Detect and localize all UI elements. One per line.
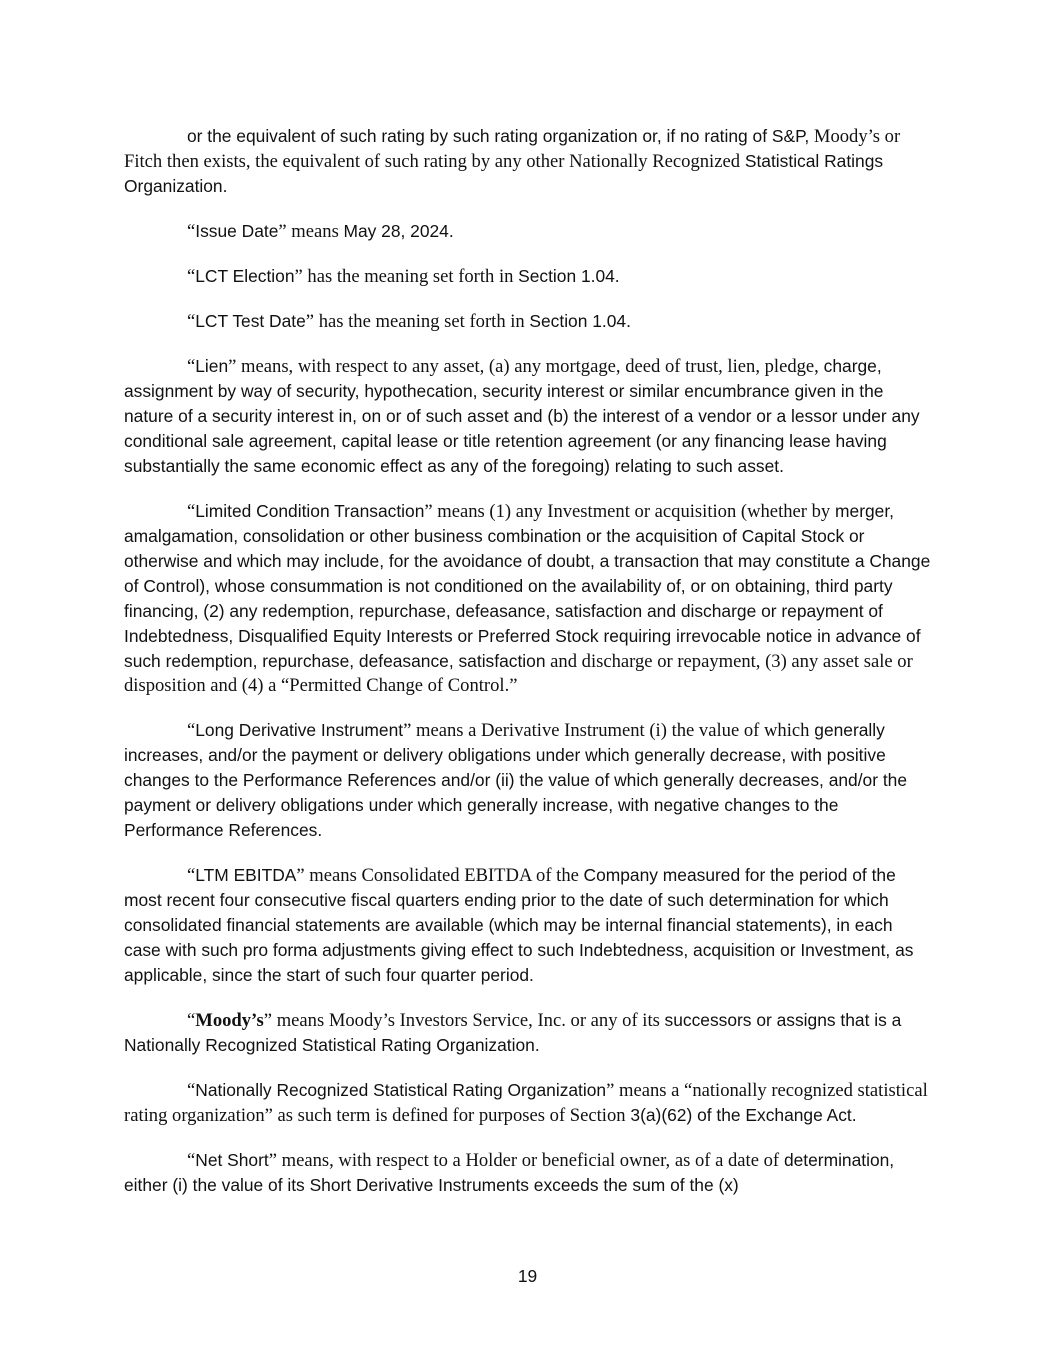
paragraph-text: “: [187, 1150, 196, 1171]
paragraph-text: “: [187, 266, 196, 287]
defined-term: Lien: [195, 356, 229, 376]
paragraph-text: Company measured for the period of the most recent four consecutive fiscal quarters ending prior to the date of such determination for which consolidated financial statements are available (which may be internal financial statements), in each case with such pro forma adjustments giving effect to such Indebtedness, acquisition or Investment, as applicable, since the start of such four quarter period.: [124, 865, 914, 985]
paragraph-text: Statistical Ratings Organization.: [124, 151, 884, 196]
paragraph-text: generally increases, and/or the payment or delivery obligations under which generally decrease, with positive changes to the Performance References and/or (ii) the value of which generally decreases, and/or the payment or delivery obligations under which generally increase, with negative changes to the Performance References.: [124, 720, 908, 840]
defined-term: LTM EBITDA: [195, 865, 297, 885]
defined-term: Limited Condition Transaction: [195, 501, 425, 521]
paragraph-text: “: [187, 501, 196, 522]
defined-term: Long Derivative Instrument: [195, 720, 404, 740]
document-body: [124, 124, 934, 1218]
paragraph-text: ” has the meaning set forth in: [294, 266, 519, 287]
paragraph-text: merger, amalgamation, consolidation or other business combination or the acquisition of Capital Stock or otherwise and which may include, for the avoidance of doubt, a transaction that may constitute a Change of Control), whose consummation is not conditioned on the availability of, or on obtaining, third party financing, (2) any redemption, repurchase, defeasance, satisfaction and discharge or repayment of Indebtedness, Disqualified Equity Interests or Preferred Stock requiring irrevocable notice in advance of such redemption, repurchase, defeasance, satisfaction: [124, 501, 931, 671]
definition-limited-condition-transaction: [124, 499, 934, 698]
definition-issue-date: [124, 219, 934, 244]
definition-lct-election: [124, 264, 934, 289]
paragraph-text: Section 1.04.: [518, 266, 620, 286]
paragraph-text: ” means, with respect to a Holder or beneficial owner, as of a date of: [268, 1150, 780, 1171]
definition-lien: [124, 354, 934, 479]
defined-term: LCT Election: [195, 266, 295, 286]
definition-ltm-ebitda: [124, 863, 934, 988]
defined-term: Moody’s: [195, 1010, 264, 1031]
paragraph-text: successors or assigns that is a Nationally Recognized Statistical Rating Organization.: [124, 1010, 902, 1055]
paragraph-text: ” means a Derivative Instrument (i) the value of which: [403, 720, 810, 741]
page-number: 19: [517, 1266, 538, 1286]
paragraph-text: Section 1.04.: [529, 311, 631, 331]
paragraph-text: ” has the meaning set forth in: [305, 311, 530, 332]
definition-rating-continuation: [124, 124, 934, 199]
paragraph-text: Moody’s or Fitch then exists, the equivalent of such rating by any other Nationally Recognized: [124, 126, 901, 172]
paragraph-text: “: [187, 356, 196, 377]
paragraph-text: charge, assignment by way of security, hypothecation, security interest or similar encumbrance given in the nature of a security interest in, on or of such asset and (b) the interest of a vendor or a lessor under any conditional sale agreement, capital lease or title retention agreement (or any financing lease having substantially the same economic effect as any of the foregoing) relating to such asset.: [124, 356, 920, 476]
paragraph-text: May 28, 2024.: [343, 221, 454, 241]
definition-nrsro: [124, 1078, 934, 1128]
paragraph-text: ” means, with respect to any asset, (a) any mortgage, deed of trust, lien, pledge,: [228, 356, 819, 377]
paragraph-text: “: [187, 221, 196, 242]
paragraph-text: and discharge or repayment, (3) any asset sale or disposition and (4) a “Permitted Change of Control.”: [124, 651, 913, 696]
definition-moodys: [124, 1008, 934, 1058]
defined-term: Nationally Recognized Statistical Rating Organization: [195, 1080, 607, 1100]
defined-term: Issue Date: [195, 221, 279, 241]
paragraph-text: “: [187, 865, 196, 886]
definition-net-short: [124, 1148, 934, 1198]
paragraph-text: determination, either (i) the value of its Short Derivative Instruments exceeds the sum of the (x): [124, 1150, 895, 1195]
paragraph-text: ” means Consolidated EBITDA of the: [296, 865, 584, 886]
paragraph-text: 3(a)(62) of the Exchange Act.: [625, 1105, 857, 1125]
paragraph-text: ” means Moody’s Investors Service, Inc. or any of its: [263, 1010, 665, 1031]
paragraph-text: “: [187, 311, 196, 332]
definition-lct-test-date: [124, 309, 934, 334]
defined-term: Net Short: [195, 1150, 269, 1170]
paragraph-list: [124, 124, 934, 1198]
paragraph-text: “: [187, 1080, 196, 1101]
paragraph-text: ” means a “nationally recognized statistical rating organization” as such term is defined for purposes of Section: [124, 1080, 928, 1126]
paragraph-text: ” means (1) any Investment or acquisition (whether by: [424, 501, 831, 522]
defined-term: LCT Test Date: [195, 311, 306, 331]
paragraph-text: “: [187, 720, 196, 741]
paragraph-text: or the equivalent of such rating by such rating organization or, if no rating of S&P,: [187, 126, 810, 146]
paragraph-text: “: [187, 1010, 196, 1031]
paragraph-text: ” means: [278, 221, 344, 242]
definition-long-derivative-instrument: [124, 718, 934, 843]
